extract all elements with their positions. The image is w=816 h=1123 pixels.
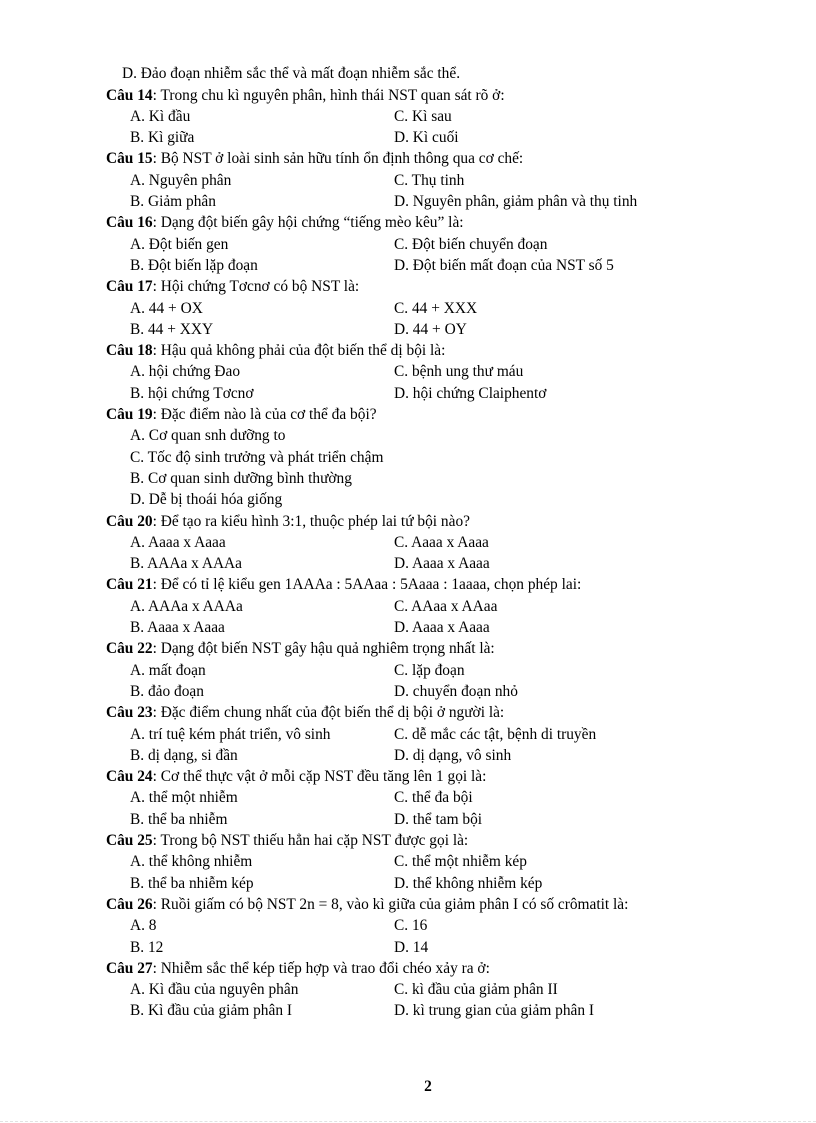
question-stem <box>106 341 445 361</box>
option-b: B. 12 <box>130 938 164 956</box>
option-a: A. Kì đầu <box>130 107 191 125</box>
option-a: A. Aaaa x Aaaa <box>130 533 226 551</box>
option-b: B. Aaaa x Aaaa <box>130 619 225 636</box>
option-d: D. Nguyên phân, giảm phân và thụ tinh <box>394 193 638 210</box>
option-b: B. AAAa x AAAa <box>130 555 243 573</box>
question-number: Câu 26 <box>106 895 153 913</box>
bottom-divider <box>0 1121 816 1122</box>
option-b: B. thể ba nhiễm <box>130 810 228 828</box>
option-b: B. Giảm phân <box>130 193 216 210</box>
question-number: Câu 25 <box>106 832 153 849</box>
question-text: : Bộ NST ở loài sinh sản hữu tính ổn định thông qua cơ chế: <box>152 150 524 168</box>
question-number: Câu 20 <box>106 512 153 530</box>
option-c: C. lặp đoạn <box>394 661 465 679</box>
option-c: C. thể một nhiễm kép <box>394 853 527 871</box>
question-text: : Hậu quả không phải của đột biến thể dị bội là: <box>152 342 446 360</box>
question-stem <box>106 277 359 297</box>
option-d: D. thể tam bội <box>394 810 483 828</box>
question-number: Câu 23 <box>106 704 153 722</box>
question-number: Câu 17 <box>106 278 153 296</box>
option-c: C. AAaa x AAaa <box>394 597 498 615</box>
option-a: A. Cơ quan snh dưỡng to <box>130 427 286 445</box>
question-number: Câu 24 <box>106 768 153 786</box>
question-stem <box>106 895 628 915</box>
option-b: B. Kì giữa <box>130 129 195 147</box>
option-d: D. hội chứng Claiphentơ <box>394 384 547 402</box>
option-b: B. Đột biến lặp đoạn <box>130 256 258 274</box>
option-a: A. Đột biến gen <box>130 235 229 253</box>
option-c: C. bệnh ung thư máu <box>394 363 524 381</box>
option-d: D. Đột biến mất đoạn của NST số 5 <box>394 256 614 274</box>
option-b: B. 44 + XXY <box>130 320 214 338</box>
option-b: B. hội chứng Tơcnơ <box>130 384 254 402</box>
question-stem <box>106 512 470 532</box>
question-stem <box>106 639 495 659</box>
question-stem <box>106 959 490 979</box>
option-a: A. thể không nhiễm <box>130 853 253 871</box>
option-a: A. 44 + OX <box>130 299 203 317</box>
option-d: D. Aaaa x Aaaa <box>394 619 490 636</box>
question-text: : Trong chu kì nguyên phân, hình thái NST quan sát rõ ở: <box>152 86 505 104</box>
question-text: : Đặc điểm chung nhất của đột biến thể dị bội ở người là: <box>152 704 505 722</box>
question-text: : Dạng đột biến NST gây hậu quả nghiêm trọng nhất là: <box>152 640 495 658</box>
option-b: B. đảo đoạn <box>130 682 204 700</box>
question-text: : Hội chứng Tơcnơ có bộ NST là: <box>152 278 360 296</box>
question-stem <box>106 575 581 595</box>
question-text: : Ruồi giấm có bộ NST 2n = 8, vào kì giữa của giảm phân I có số crômatit là: <box>152 895 629 913</box>
question-stem <box>106 86 505 106</box>
question-text: : Cơ thể thực vật ở mỗi cặp NST đều tăng lên 1 gọi là: <box>152 768 487 786</box>
option-d: D. chuyển đoạn nhỏ <box>394 682 518 700</box>
option-b: B. Cơ quan sinh dưỡng bình thường <box>130 469 352 487</box>
option-c: C. thể đa bội <box>394 789 473 807</box>
question-text: : Để có tỉ lệ kiểu gen 1AAAa : 5AAaa : 5Aaaa : 1aaaa, chọn phép lai: <box>152 576 582 594</box>
question-stem <box>106 149 523 169</box>
option-d: D. Dễ bị thoái hóa giống <box>130 491 283 509</box>
question-text: : Trong bộ NST thiếu hẳn hai cặp NST được gọi là: <box>152 832 469 849</box>
question-number: Câu 21 <box>106 576 153 594</box>
question-text: : Để tạo ra kiểu hình 3:1, thuộc phép lai tứ bội nào? <box>152 512 470 530</box>
option-c: C. Kì sau <box>394 107 452 125</box>
previous-answer-d: D. Đảo đoạn nhiễm sắc thể và mất đoạn nhiễm sắc thể. <box>122 65 461 82</box>
option-c: C. kì đầu của giảm phân II <box>394 981 558 999</box>
question-text: : Nhiễm sắc thể kép tiếp hợp và trao đổi chéo xảy ra ở: <box>152 959 490 977</box>
option-c: C. dễ mắc các tật, bệnh di truyền <box>394 725 597 743</box>
question-number: Câu 27 <box>106 959 153 977</box>
question-text: : Đặc điểm nào là của cơ thể đa bội? <box>152 406 377 423</box>
option-d: D. Aaaa x Aaaa <box>394 555 490 573</box>
option-c: C. Tốc độ sinh trưởng và phát triển chậm <box>130 448 384 466</box>
question-text: : Dạng đột biến gây hội chứng “tiếng mèo kêu” là: <box>152 214 464 232</box>
option-a: A. hội chứng Đao <box>130 363 241 381</box>
option-a: A. Kì đầu của nguyên phân <box>130 981 299 999</box>
question-number: Câu 16 <box>106 214 153 232</box>
option-a: A. AAAa x AAAa <box>130 597 243 615</box>
question-stem <box>106 213 464 233</box>
option-b: B. dị dạng, si đần <box>130 746 238 764</box>
option-c: C. Đột biến chuyển đoạn <box>394 235 548 253</box>
question-stem <box>106 405 377 425</box>
option-a: A. trí tuệ kém phát triển, vô sinh <box>130 725 331 743</box>
question-number: Câu 22 <box>106 640 153 658</box>
option-d: D. kì trung gian của giảm phân I <box>394 1002 595 1020</box>
question-number: Câu 15 <box>106 150 153 168</box>
option-a: A. mất đoạn <box>130 661 206 679</box>
question-number: Câu 14 <box>106 86 153 104</box>
option-c: C. Aaaa x Aaaa <box>394 533 489 551</box>
option-b: B. Kì đầu của giảm phân I <box>130 1002 292 1020</box>
option-d: D. Kì cuối <box>394 129 459 147</box>
question-stem <box>106 831 468 851</box>
option-c: C. 16 <box>394 917 428 935</box>
question-number: Câu 19 <box>106 406 153 423</box>
page-number: 2 <box>424 1078 432 1095</box>
option-a: A. thể một nhiễm <box>130 789 238 807</box>
question-stem <box>106 767 486 787</box>
option-d: D. dị dạng, vô sinh <box>394 746 512 764</box>
option-b: B. thể ba nhiễm kép <box>130 874 254 892</box>
option-c: C. Thụ tinh <box>394 171 465 189</box>
option-d: D. 14 <box>394 938 429 956</box>
question-stem <box>106 703 504 723</box>
option-d: D. thể không nhiễm kép <box>394 874 543 892</box>
option-c: C. 44 + XXX <box>394 299 478 317</box>
question-number: Câu 18 <box>106 342 153 360</box>
option-a: A. Nguyên phân <box>130 171 232 189</box>
option-d: D. 44 + OY <box>394 320 467 338</box>
option-a: A. 8 <box>130 917 157 935</box>
